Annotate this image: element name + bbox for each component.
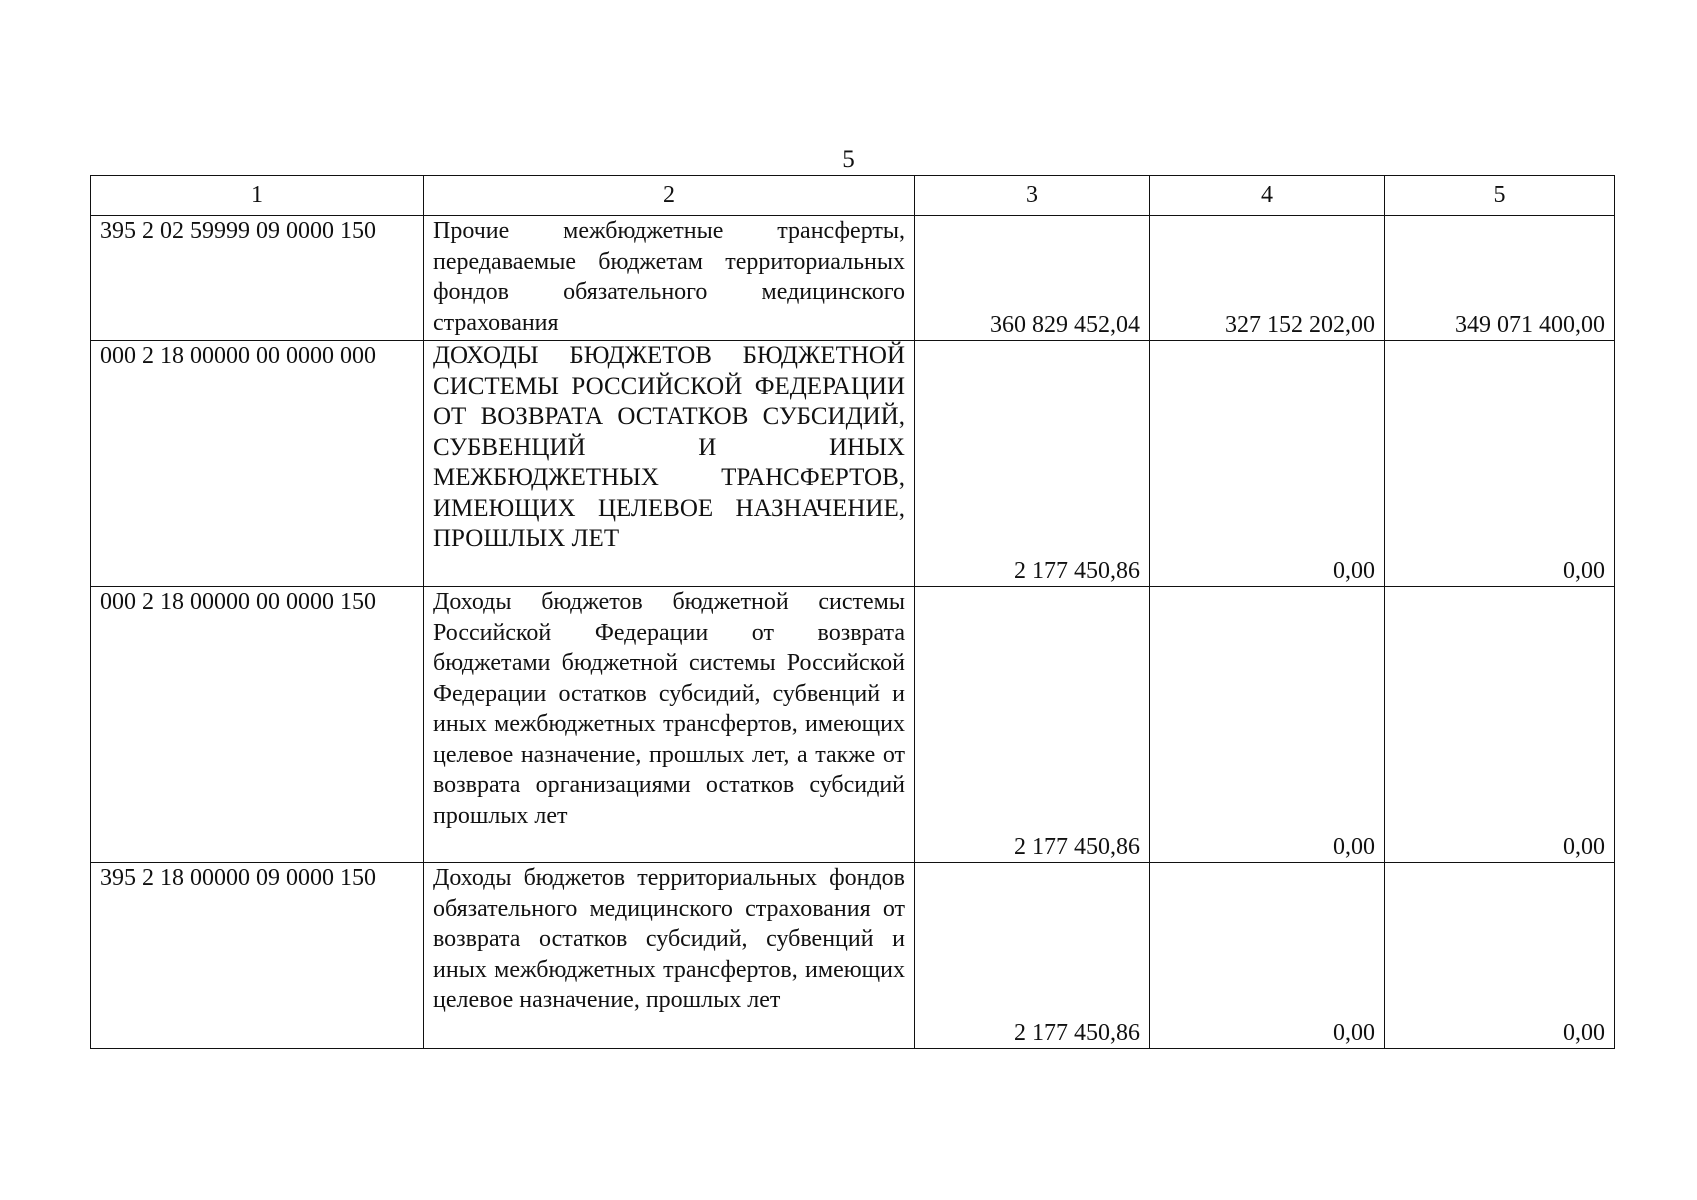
budget-code: 000 2 18 00000 00 0000 000 [91,341,424,587]
table-header-row [91,176,1615,216]
budget-code: 395 2 02 59999 09 0000 150 [91,216,424,341]
income-name: Доходы бюджетов территориальных фондов обязательного медицинского страхования от возврата остатков субсидий, субвенций и иных межбюджетных трансфертов, имеющих целевое назначение, прошлых лет [424,863,915,1049]
value-col-4: 0,00 [1150,587,1385,863]
value-col-4: 0,00 [1150,341,1385,587]
budget-code: 395 2 18 00000 09 0000 150 [91,863,424,1049]
column-header-1: 1 [91,176,424,216]
value-col-4: 0,00 [1150,863,1385,1049]
income-name: Прочие межбюджетные трансферты, передаваемые бюджетам территориальных фондов обязательного медицинского страхования [424,216,915,341]
column-header-3: 3 [915,176,1150,216]
value-col-3: 360 829 452,04 [915,216,1150,341]
value-col-3: 2 177 450,86 [915,587,1150,863]
column-header-5: 5 [1385,176,1615,216]
value-col-5: 0,00 [1385,863,1615,1049]
table-row [91,341,1615,587]
budget-code: 000 2 18 00000 00 0000 150 [91,587,424,863]
budget-table [90,175,1615,1049]
value-col-5: 0,00 [1385,587,1615,863]
column-header-4: 4 [1150,176,1385,216]
income-name: ДОХОДЫ БЮДЖЕТОВ БЮДЖЕТНОЙ СИСТЕМЫ РОССИЙСКОЙ ФЕДЕРАЦИИ ОТ ВОЗВРАТА ОСТАТКОВ СУБСИДИЙ, СУБВЕНЦИЙ И ИНЫХ МЕЖБЮДЖЕТНЫХ ТРАНСФЕРТОВ, ИМЕЮЩИХ ЦЕЛЕВОЕ НАЗНАЧЕНИЕ, ПРОШЛЫХ ЛЕТ [424,341,915,587]
table-row [91,587,1615,863]
table-row [91,863,1615,1049]
column-header-2: 2 [424,176,915,216]
value-col-5: 349 071 400,00 [1385,216,1615,341]
value-col-3: 2 177 450,86 [915,863,1150,1049]
page-number: 5 [842,146,855,173]
value-col-4: 327 152 202,00 [1150,216,1385,341]
table-row [91,216,1615,341]
value-col-5: 0,00 [1385,341,1615,587]
value-col-3: 2 177 450,86 [915,341,1150,587]
income-name: Доходы бюджетов бюджетной системы Российской Федерации от возврата бюджетами бюджетной системы Российской Федерации остатков субсидий, субвенций и иных межбюджетных трансфертов, имеющих целевое назначение, прошлых лет, а также от возврата организациями остатков субсидий прошлых лет [424,587,915,863]
